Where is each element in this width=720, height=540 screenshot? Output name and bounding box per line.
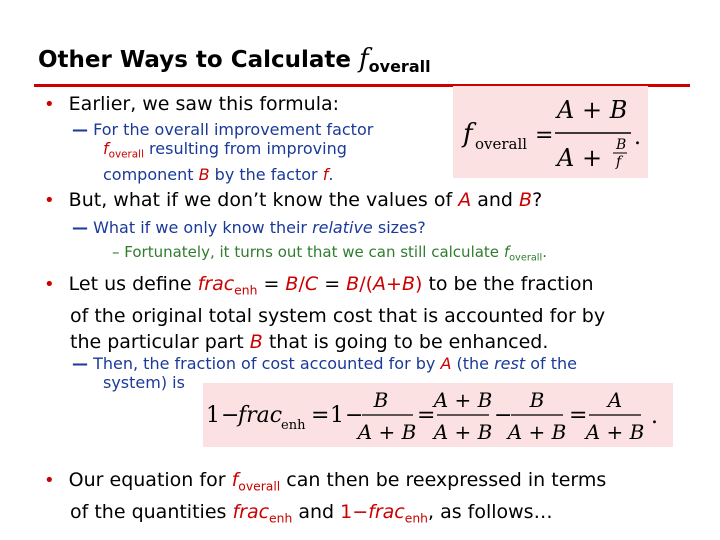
title-variable: f	[359, 44, 369, 74]
rest-fraction-formula-svg	[203, 383, 673, 447]
f2-num-1: B	[373, 388, 389, 412]
bullet-3-line-2: of the original total system cost that is accounted for by	[70, 305, 606, 328]
sub-line-1: For the overall improvement factor	[93, 120, 374, 139]
var-f: f	[322, 164, 329, 184]
rest-fraction-formula	[203, 383, 673, 447]
bullet-4	[44, 467, 606, 532]
sub-text-end: sizes?	[372, 218, 426, 237]
bullet-4-line-2: of the quantities	[70, 501, 233, 524]
bullet-3	[44, 271, 605, 355]
f2-one: 1	[206, 403, 220, 428]
f2-minus: −	[494, 403, 513, 428]
bullet-dot: •	[44, 190, 55, 211]
dash-marker: —	[72, 120, 88, 139]
var-enh-subscript: enh	[269, 511, 293, 526]
var-A: A	[440, 354, 452, 373]
bullet-4-end: , as follows…	[427, 501, 553, 524]
var-B: B	[346, 273, 360, 295]
var-f-subscript: overall	[238, 479, 281, 494]
f2-one: 1	[330, 403, 344, 428]
var-f: f	[103, 139, 109, 158]
var-enh-subscript: enh	[234, 283, 258, 298]
var-A: A	[458, 189, 472, 211]
bullet-3-rest: to be the fraction	[422, 273, 594, 295]
sub-text: Then, the fraction of cost accounted for by	[93, 354, 441, 373]
bullet-3-text: Let us define	[68, 273, 198, 295]
one-minus: 1−	[340, 501, 369, 524]
f2-num-2: A + B	[433, 388, 493, 412]
equals: =	[318, 273, 347, 295]
title-text: Other Ways to Calculate	[38, 47, 360, 73]
bullet-2-text: But, what if we don’t know the values of	[68, 189, 459, 211]
bullet-3-line-3b: that is going to be enhanced.	[262, 331, 549, 354]
var-frac: frac	[368, 501, 405, 524]
var-frac: frac	[197, 273, 235, 295]
var-frac: frac	[232, 501, 270, 524]
f2-den-4: A + B	[585, 420, 645, 444]
overall-formula	[453, 86, 648, 178]
equals: =	[257, 273, 286, 295]
bullet-dot: •	[44, 470, 55, 491]
bullet-1	[44, 92, 339, 117]
slide-title	[38, 44, 431, 76]
formula-denominator: A +	[557, 144, 603, 172]
f2-equals: =	[569, 403, 588, 428]
var-B: B	[519, 189, 533, 211]
formula-inner-f: f	[616, 154, 622, 170]
subsub-text: Fortunately, it turns out that we can still calculate	[124, 243, 504, 261]
slash: /	[298, 273, 305, 295]
period: .	[328, 164, 334, 184]
and-word: and	[292, 501, 341, 524]
formula-numerator: A + B	[557, 96, 628, 124]
var-f: f	[503, 243, 510, 261]
f2-den-1: A + B	[357, 420, 417, 444]
f2-frac: frac	[238, 403, 283, 428]
bullet-1-sub	[72, 120, 373, 184]
close-paren: )	[414, 273, 423, 295]
bullet-4-rest: can then be reexpressed in terms	[280, 469, 607, 491]
f2-den-2: A + B	[433, 420, 493, 444]
title-subscript: overall	[368, 57, 431, 76]
sub-text-c: of the	[525, 354, 577, 373]
formula-inner-B: B	[616, 137, 627, 153]
f2-num-4: A	[607, 388, 623, 412]
bullet-2-sub	[72, 218, 426, 237]
var-f: f	[231, 469, 239, 491]
rest-word: rest	[494, 354, 526, 373]
sub-line-2: system) is	[103, 373, 185, 392]
relative-word: relative	[312, 218, 373, 237]
bullet-3-line-3a: the particular part	[70, 331, 250, 354]
var-B: B	[198, 164, 210, 184]
f2-period: .	[651, 404, 658, 429]
bullet-4-text: Our equation for	[68, 469, 232, 491]
var-f-subscript: overall	[509, 252, 543, 264]
question-mark: ?	[532, 189, 543, 211]
formula-period: .	[634, 125, 641, 150]
bullet-dot: •	[44, 94, 55, 115]
slash-paren: /(	[359, 273, 374, 295]
var-B: B	[249, 331, 263, 354]
sub-text: What if we only know their	[93, 218, 313, 237]
sub-line-3a: component	[103, 164, 199, 184]
var-f-subscript: overall	[108, 148, 144, 161]
f2-enh: enh	[281, 418, 306, 433]
bullet-2-subsub	[112, 243, 547, 267]
bullet-1-text: Earlier, we saw this formula:	[68, 93, 340, 115]
f2-equals: =	[311, 403, 330, 428]
period: .	[542, 243, 548, 261]
formula-f: f	[463, 119, 473, 149]
sub-line-3b: by the factor	[209, 164, 323, 184]
var-enh-subscript: enh	[404, 511, 428, 526]
formula-f-subscript: overall	[475, 135, 528, 153]
f2-equals: =	[417, 403, 436, 428]
bullet-dot: •	[44, 274, 55, 295]
var-B: B	[285, 273, 299, 295]
f2-minus: −	[345, 403, 364, 428]
dash-marker: —	[72, 218, 88, 237]
f2-num-3: B	[529, 388, 545, 412]
f2-den-3: A + B	[507, 420, 567, 444]
f2-minus: −	[221, 403, 240, 428]
var-C: C	[304, 273, 319, 295]
bullet-2-and: and	[471, 189, 520, 211]
dash-marker: –	[112, 243, 120, 261]
dash-marker: —	[72, 354, 88, 373]
sub-text-b: (the	[451, 354, 495, 373]
var-A-plus-B: A+B	[373, 273, 415, 295]
sub-line-2: resulting from improving	[143, 139, 347, 158]
overall-formula-svg	[453, 86, 648, 178]
formula-equals: =	[535, 123, 554, 148]
bullet-2	[44, 188, 542, 213]
